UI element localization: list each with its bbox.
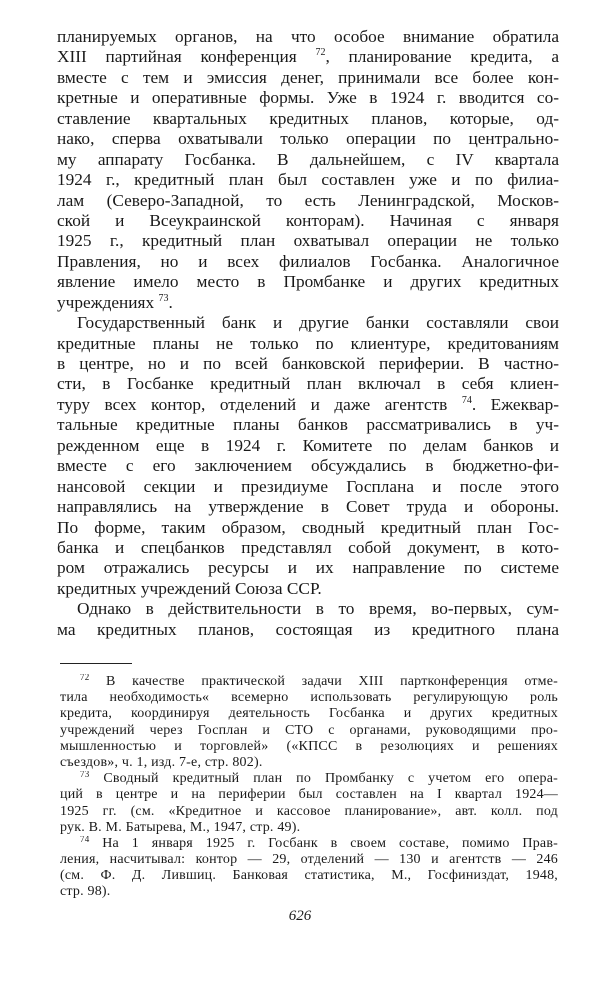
text-segment: тальные кредитные планы банков рассматривались в уч- <box>57 415 559 435</box>
text-segment: сти, в Госбанке кредитный план включал в себя клиен- <box>57 374 559 394</box>
text-segment: рук. В. М. Батырева, М., 1947, стр. 49). <box>60 819 301 835</box>
text-segment: . Ежеквар- <box>471 394 559 414</box>
text-segment: нако, сперва охватывали только операции по центрально- <box>57 129 559 149</box>
footnote-line <box>60 755 558 771</box>
text-segment: мышленностью и торговлей» («КПСС в резолюциях и решениях <box>60 738 558 754</box>
main-text <box>57 27 559 640</box>
text-segment: нансовой секции и президиуме Госплана и после этого <box>57 476 559 496</box>
footnote-line <box>60 820 558 836</box>
text-line <box>57 170 559 190</box>
text-line <box>57 436 559 456</box>
text-segment: , планирование кредита, а <box>325 47 559 67</box>
text-segment: вместе с тем и эмиссия денег, принимали все более кон- <box>57 67 559 87</box>
text-line <box>57 477 559 497</box>
text-segment: Правления, но и всех филиалов Госбанка. Аналогичное <box>57 251 559 271</box>
text-line <box>57 620 559 640</box>
text-segment: 1925 г., кредитный план охватывал операции не только <box>57 231 559 251</box>
text-segment: ций в центре и на периферии был составлен на I квартал 1924— <box>60 787 558 803</box>
text-segment: Однако в действительности в то время, во-первых, сум- <box>77 599 559 619</box>
text-segment: В качестве практической задачи XIII партконференция отме- <box>89 674 558 689</box>
footnote-ref: 73 <box>80 771 90 780</box>
text-segment: (см. Ф. Д. Лившиц. Банковая статистика, М., Госфиниздат, 1948, <box>60 868 558 884</box>
text-segment: режденном еще в 1924 г. Комитете по делам банков и <box>57 435 559 455</box>
text-line <box>57 68 559 88</box>
footnote-line <box>60 852 558 868</box>
text-line <box>57 252 559 272</box>
text-line <box>57 456 559 476</box>
footnote-line <box>60 674 558 690</box>
text-segment: съездов», ч. 1, изд. 7-е, стр. 802). <box>60 754 263 770</box>
text-line <box>57 211 559 231</box>
text-segment: кредитные планы не только по клиентуре, кредитованиям <box>57 333 559 353</box>
text-segment: . <box>168 292 173 312</box>
text-segment: явление имело место в Промбанке и других кредитных <box>57 272 559 292</box>
text-segment: учреждениях <box>57 292 159 312</box>
footnote-line <box>60 836 558 852</box>
text-segment: ской и Всеукраинской конторам). Начиная с января <box>57 210 559 230</box>
text-segment: 1924 г., кредитный план был составлен уже и по филиа- <box>57 170 559 190</box>
text-line <box>57 374 559 394</box>
text-segment: ром отражались ресурсы и их направление по системе <box>57 558 559 578</box>
text-segment: кредитных учреждений Союза ССР. <box>57 578 322 598</box>
footnote-line <box>60 804 558 820</box>
text-segment: XIII партийная конференция <box>57 47 316 67</box>
text-segment: тила необходимость« всемерно использовать регулирующую роль <box>60 690 558 706</box>
text-line <box>57 415 559 435</box>
text-segment: банка и спецбанков представлял собой документ, в кото- <box>57 537 559 557</box>
footnote-line <box>60 787 558 803</box>
text-segment: ления, насчитывал: контор — 29, отделений — 130 и агентств — 246 <box>60 852 558 868</box>
text-segment: На 1 января 1925 г. Госбанк в своем составе, помимо Прав- <box>89 835 558 851</box>
text-segment: направлялись на утверждение в Совет труда и обороны. <box>57 497 559 517</box>
text-line <box>57 47 559 67</box>
footnote-line <box>60 884 558 900</box>
text-segment: ставление квартальных кредитных планов, которые, од- <box>57 108 559 128</box>
text-line <box>57 109 559 129</box>
text-segment: Сводный кредитный план по Промбанку с учетом его опера- <box>89 771 558 787</box>
text-line <box>57 191 559 211</box>
text-line <box>57 88 559 108</box>
footnote-line <box>60 771 558 787</box>
footnote-ref: 74 <box>461 394 472 406</box>
text-segment: планируемых органов, на что особое внимание обратила <box>57 27 559 46</box>
page-number: 626 <box>288 908 312 924</box>
text-line <box>57 538 559 558</box>
text-line <box>57 231 559 251</box>
text-line <box>57 497 559 517</box>
text-segment: ма кредитных планов, состоящая из кредитного плана <box>57 619 559 639</box>
footnote-ref: 73 <box>158 292 169 304</box>
text-segment: вместе с его заключением обсуждались в бюджетно-фи- <box>57 456 559 476</box>
footnote-line <box>60 706 558 722</box>
footnote-divider <box>60 663 132 664</box>
text-line <box>57 129 559 149</box>
text-line <box>57 579 559 599</box>
text-segment: туру всех контор, отделений и даже агентств <box>57 394 462 414</box>
text-segment: 1925 гг. (см. «Кредитное и кассовое планирование», авт. колл. под <box>60 803 558 819</box>
footnote-ref: 72 <box>315 47 326 59</box>
text-line <box>57 599 559 619</box>
footnotes <box>60 674 558 901</box>
text-segment: в центре, но и по всей банковской периферии. В частно- <box>57 354 559 373</box>
text-segment: Государственный банк и другие банки составляли свои <box>77 313 559 333</box>
text-segment: По форме, таким образом, сводный кредитный план Гос- <box>57 517 559 537</box>
text-line <box>57 334 559 354</box>
text-line <box>57 313 559 333</box>
text-segment: учреждений через Госплан и СТО с органами, руководящими про- <box>60 722 558 738</box>
text-line <box>57 272 559 292</box>
text-segment: стр. 98). <box>60 884 111 900</box>
text-line <box>57 27 559 47</box>
footnote-line <box>60 723 558 739</box>
footnote-line <box>60 868 558 884</box>
text-segment: му аппарату Госбанка. В дальнейшем, с IV квартала <box>57 149 559 169</box>
text-line <box>57 293 559 313</box>
footnote-ref: 74 <box>80 835 90 844</box>
text-line <box>57 150 559 170</box>
text-line <box>57 518 559 538</box>
text-line <box>57 558 559 578</box>
text-segment: лам (Северо-Западной, то есть Ленинградской, Москов- <box>57 190 559 210</box>
text-segment: кредита, координируя деятельность Госбанка и других кредитных <box>60 706 558 722</box>
text-line <box>57 354 559 374</box>
text-segment: кретные и оперативные формы. Уже в 1924 г. вводится со- <box>57 88 559 108</box>
footnote-line <box>60 690 558 706</box>
footnote-ref: 72 <box>80 674 90 682</box>
text-line <box>57 395 559 415</box>
footnote-line <box>60 739 558 755</box>
